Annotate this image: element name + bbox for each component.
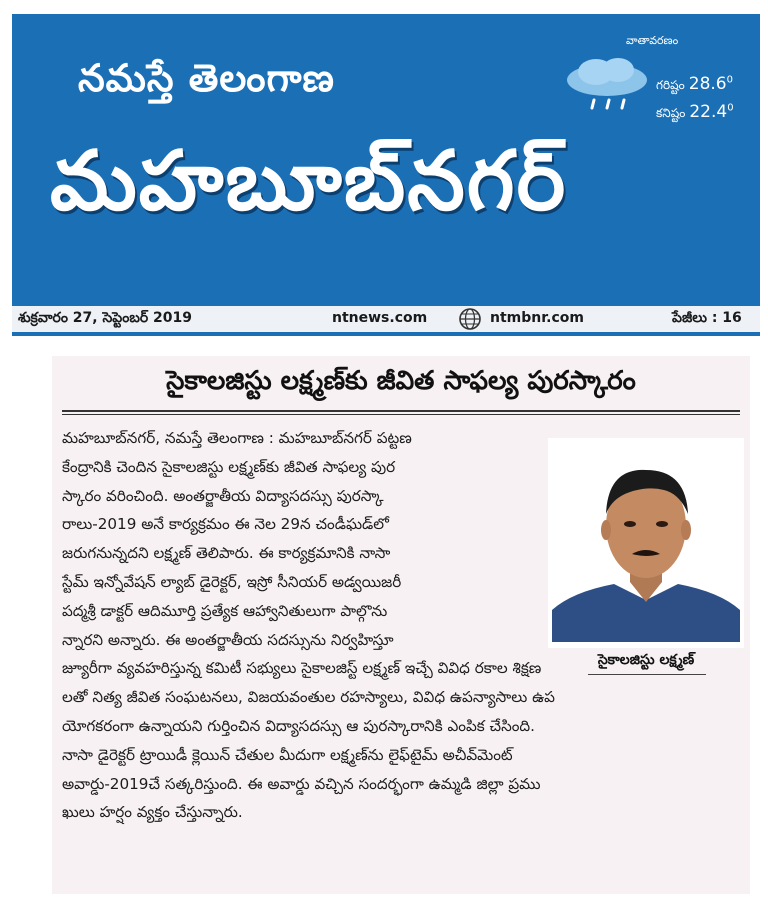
article-line: న్నారని అన్నారు. ఈ అంతర్జాతీయ సదస్సును నిర్వహిస్తూ [62, 630, 394, 649]
article-line: అవార్డు-2019చే సత్కరిస్తుంది. ఈ అవార్డు వచ్చిన సందర్భంగా ఉమ్మడి జిల్లా ప్రము [62, 774, 541, 793]
portrait-photo [552, 442, 740, 642]
max-temperature-label: గరిష్టం [656, 78, 685, 92]
article-line: యోగకరంగా ఉన్నాయని గుర్తించిన విద్యాసదస్సు ఆ పురస్కారానికి ఎంపిక చేసింది. [62, 716, 535, 735]
max-temperature [656, 74, 733, 95]
website-link-ntmbnr[interactable]: ntmbnr.com [490, 310, 584, 326]
edition-city-title: మహబూబ్‌నగర్ [50, 134, 568, 229]
caption-underline [588, 674, 706, 675]
article-line: లతో నిత్య జీవిత సంఘటనలు, విజయవంతుల రహస్యాలు, వివిధ ఉపన్యాసాలు ఉప [62, 688, 555, 707]
globe-icon [458, 307, 482, 331]
degree-unit: 0 [727, 102, 734, 114]
degree-unit: 0 [726, 74, 733, 86]
weather-label: వాతావరణం [626, 34, 679, 47]
newspaper-brand: నమస్తే తెలంగాణ [78, 56, 335, 100]
portrait-frame [548, 438, 744, 648]
min-temperature-label: కనిష్టం [656, 106, 686, 120]
page-count: పేజీలు : 16 [672, 310, 742, 326]
max-temperature-value: 28.6 [688, 74, 727, 94]
min-temperature [656, 102, 734, 123]
article-line: రాలు-2019 అనే కార్యక్రమం ఈ నెల 29న చండీఘడ్‌లో [62, 515, 389, 534]
website-link-ntnews[interactable]: ntnews.com [332, 310, 428, 326]
article-line: జరుగనున్నదని లక్ష్మణ్ తెలిపారు. ఈ కార్యక్రమానికి నాసా [62, 544, 391, 563]
article-line: నాసా డైరెక్టర్ ట్రాయిడీ క్లెయిన్ చేతుల మీదుగా లక్ష్మణ్‌ను లైఫ్‌టైమ్ అచీవ్‌మెంట్ [62, 745, 513, 764]
article-line: స్కారం వరించింది. అంతర్జాతీయ విద్యాసదస్సు పురస్కా [62, 486, 384, 505]
rain-cloud-icon [564, 56, 650, 112]
min-temperature-value: 22.4 [689, 102, 728, 122]
article-line: స్టేమ్ ఇన్నోవేషన్ ల్యాబ్ డైరెక్టర్, ఇస్రో సీనియర్ అడ్వయిజరీ [62, 572, 402, 591]
issue-date: శుక్రవారం 27, సెప్టెంబర్ 2019 [18, 310, 192, 326]
article-line: మహబూబ్‌నగర్, నమస్తే తెలంగాణ : మహబూబ్‌నగర్ పట్టణ [62, 429, 412, 447]
masthead [12, 14, 760, 304]
article-line: కేంద్రానికి చెందిన సైకాలజిస్టు లక్ష్మణ్‌కు జీవిత సాఫల్య పుర [62, 457, 396, 476]
article-headline: సైకాలజిస్టు లక్ష్మణ్‌కు జీవిత సాఫల్య పురస్కారం [166, 366, 636, 396]
article-line: జ్యూరీగా వ్యవహరిస్తున్న కమిటీ సభ్యులు సైకాలజిస్ట్ లక్ష్మణ్ ఇచ్చే వివిధ రకాల శిక్షణ [62, 659, 542, 678]
article-line: ఖులు హర్షం వ్యక్తం చేస్తున్నారు. [62, 803, 243, 822]
headline-divider [62, 410, 740, 412]
photo-caption: సైకాలజిస్టు లక్ష్మణ్ [597, 652, 695, 668]
news-article [52, 356, 750, 894]
date-bar [12, 304, 760, 336]
article-line: పద్మశ్రీ డాక్టర్ ఆదిమూర్తి ప్రత్యేక ఆహ్వానితులుగా పాల్గొను [62, 601, 388, 620]
headline-divider [62, 414, 740, 415]
